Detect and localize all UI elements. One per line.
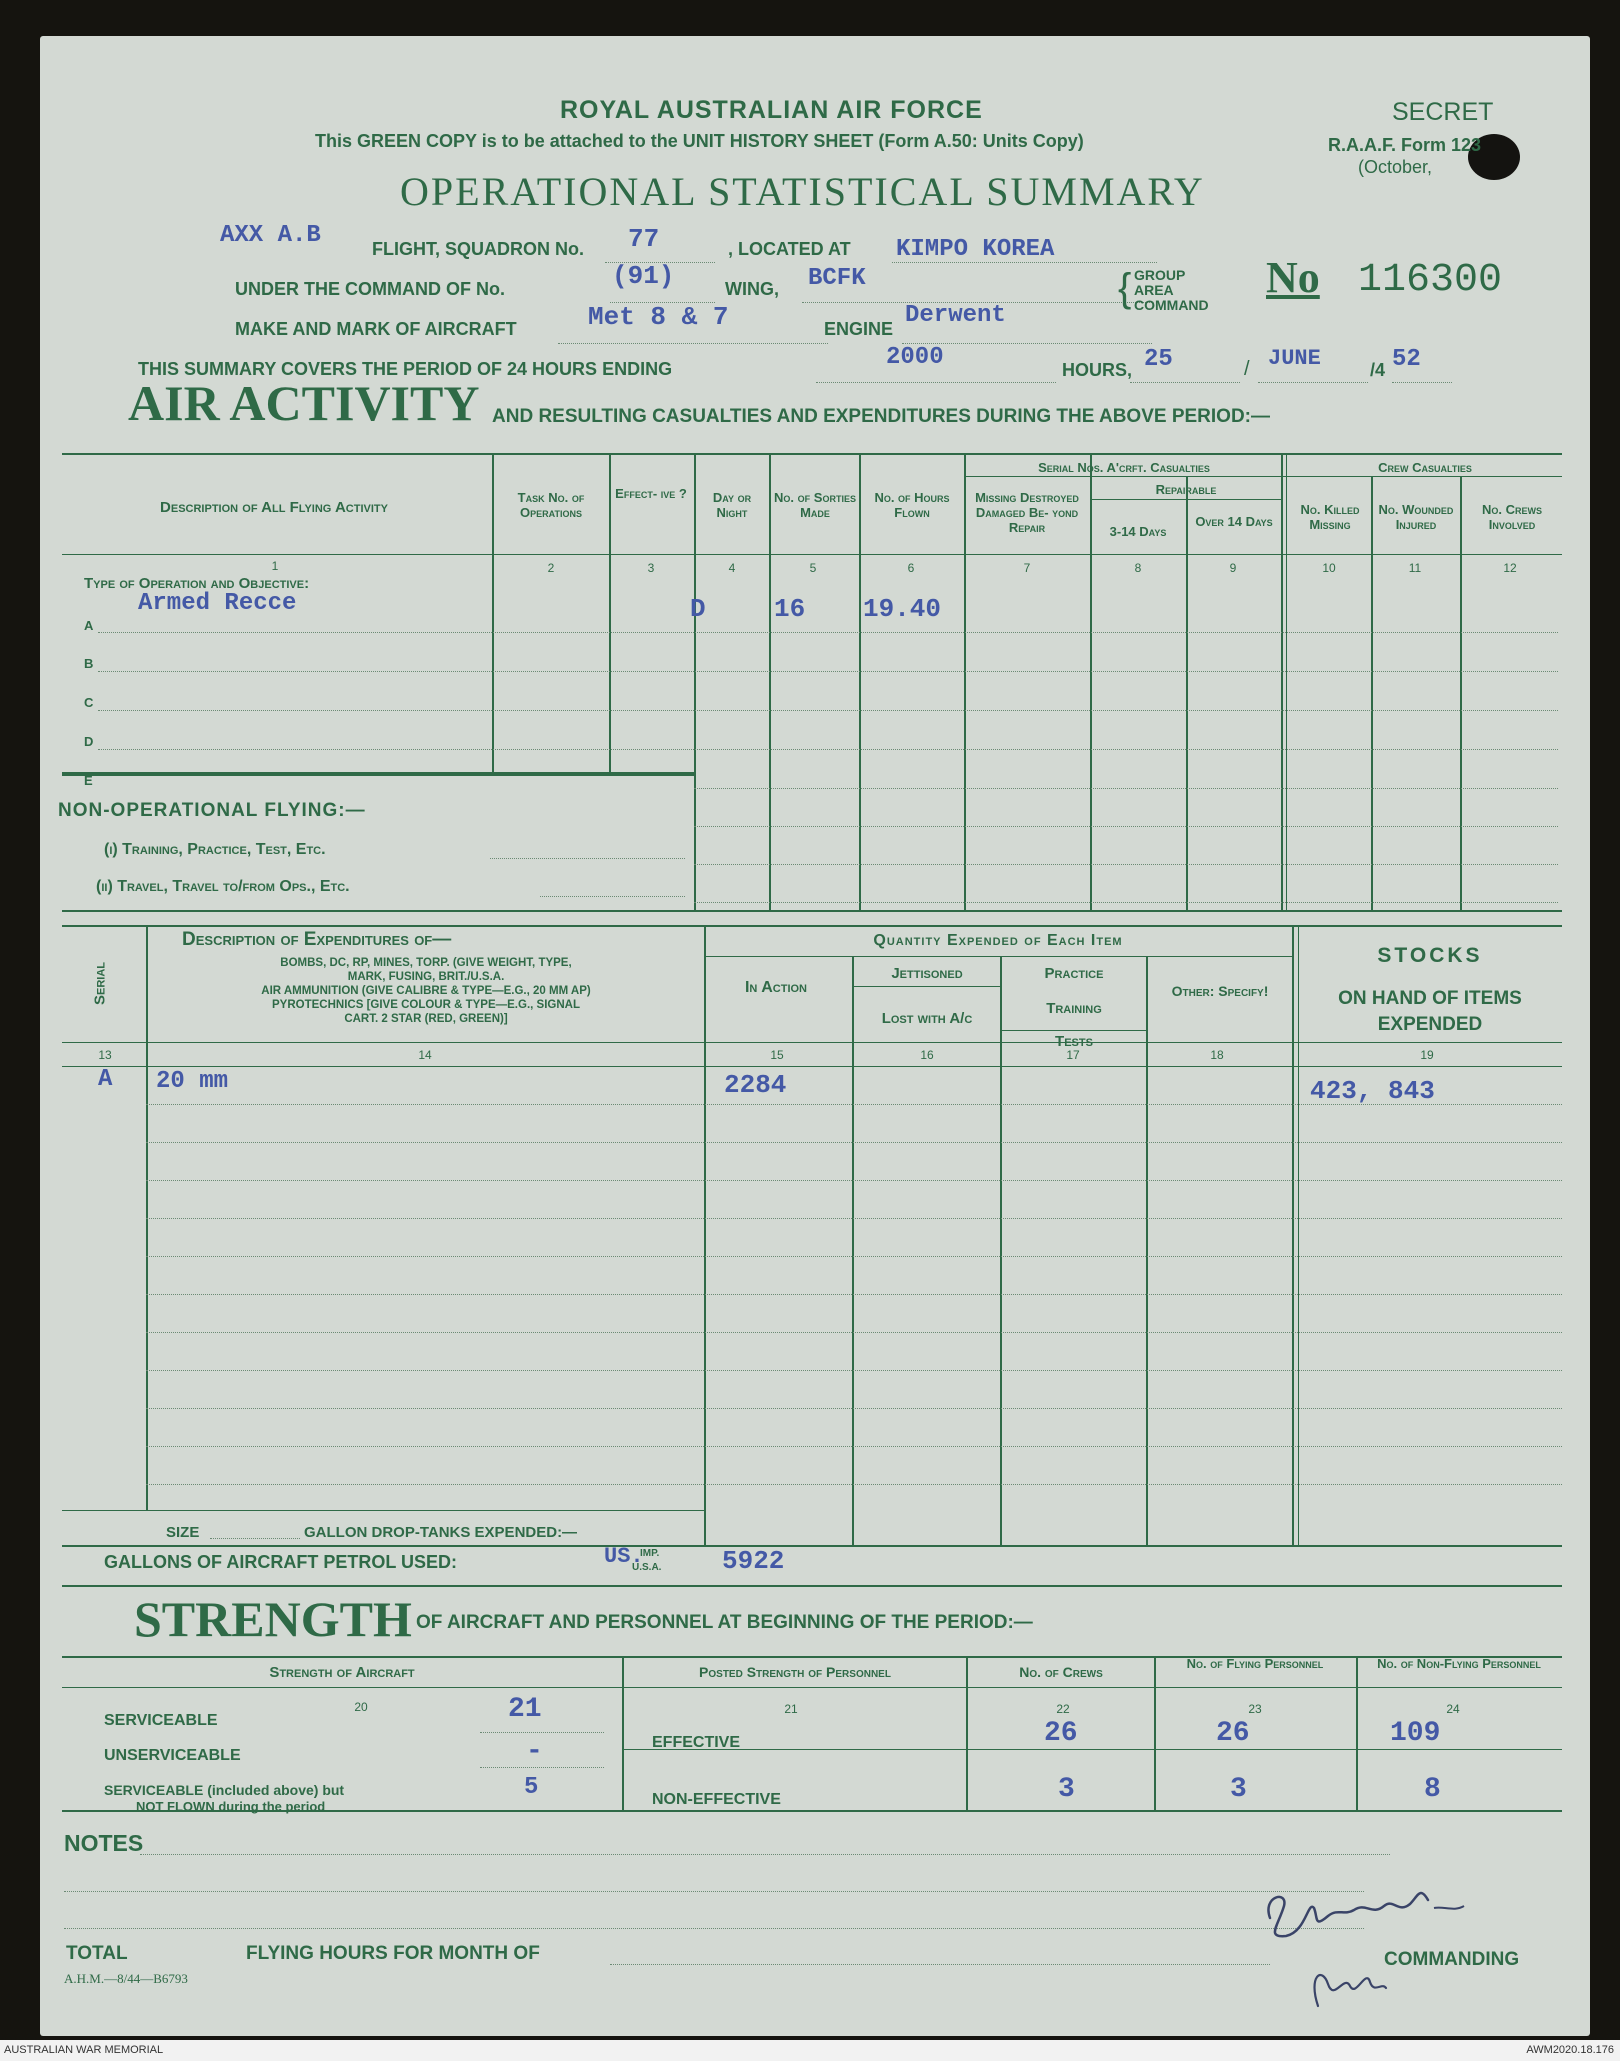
serial-prefix: No [1266,253,1320,302]
col-serial: Serial [91,962,109,1006]
period-label: THIS SUMMARY COVERS THE PERIOD OF 24 HOURS ENDING [138,359,673,379]
qty-title: Quantity Expended of Each Item [873,932,1123,949]
colnum: 9 [1229,561,1237,575]
colnum: 8 [1134,561,1142,575]
exp-serial-value: A [98,1066,113,1093]
air-activity-title: AIR ACTIVITY [128,375,480,431]
colnum: 4 [728,561,736,575]
form-ref: R.A.A.F. Form 123 [1328,135,1482,155]
col-posted: Posted Strength of Personnel [699,1664,891,1680]
row-letter-a: A [84,618,94,633]
commanding-label: COMMANDING [1384,1949,1520,1970]
command-value: (91) [612,261,675,291]
row-letter-c: C [84,695,94,710]
col-crews-str: No. of Crews [1019,1664,1103,1680]
nonop-travel: (ii) Travel, Travel to/from Ops., Etc. [96,878,350,895]
nonop-training: (i) Training, Practice, Test, Etc. [104,841,326,858]
petrol-unit-usa: U.S.A. [632,1562,662,1573]
colnum: 24 [1446,1702,1460,1716]
period-month: JUNE [1268,346,1321,371]
archive-footer [0,2040,1620,2061]
group-options: GROUP AREA COMMAND [1134,267,1209,313]
group-repairable: Repairable [1155,482,1217,497]
col-in-action: In Action [744,979,807,996]
colnum: 18 [1210,1048,1224,1062]
colnum: 22 [1056,1702,1070,1716]
group-bracket: { [1118,266,1132,310]
unserviceable-value: - [526,1736,543,1767]
command-label: UNDER THE COMMAND OF No. [235,279,505,299]
type-label: Type of Operation and Objective: [84,575,310,592]
petrol-unit-imp: IMP. [640,1548,660,1559]
row-letter-b: B [84,656,94,671]
flight-label: FLIGHT, SQUADRON No. [372,239,584,259]
notflown-label2: NOT FLOWN during the period [136,1799,326,1814]
notflown-value: 5 [524,1774,539,1801]
eff-crews: 26 [1044,1718,1078,1749]
petrol-label: GALLONS OF AIRCRAFT PETROL USED: [104,1552,457,1572]
strength-title: STRENGTH [134,1591,412,1647]
colnum: 17 [1066,1048,1080,1062]
exp-in-action-value: 2284 [724,1070,787,1100]
colnum: 20 [354,1700,368,1714]
col-over14: Over 14 Days [1195,514,1273,529]
located-label: , LOCATED AT [728,239,851,259]
desc-title: Description of Expenditures of— [182,929,452,950]
col-tests: Tests [1055,1033,1093,1050]
strength-subtitle: OF AIRCRAFT AND PERSONNEL AT BEGINNING OF THE PERIOD:— [416,1612,1033,1633]
noneff-flying: 3 [1230,1774,1247,1805]
wing-value: BCFK [808,265,866,292]
eff-flying: 26 [1216,1718,1250,1749]
aircraft-label: MAKE AND MARK OF AIRCRAFT [235,319,517,339]
colnum: 14 [418,1048,432,1062]
stocks-sub: ON HAND OF ITEMS EXPENDED [1338,988,1522,1035]
col-other: Other: Specify! [1171,983,1269,999]
date-separator: / [1244,358,1250,380]
form-date: (October, [1358,157,1433,177]
col-killed: No. Killed Missing [1300,502,1360,532]
col-nonflying: No. of Non-Flying Personnel [1377,1656,1541,1671]
monthly-label: FLYING HOURS FOR MONTH OF [246,1943,540,1964]
col-wounded: No. Wounded Injured [1378,502,1454,532]
colnum: 7 [1023,561,1031,575]
colnum: 6 [907,561,915,575]
noneffective-label: NON-EFFECTIVE [652,1791,781,1808]
droptank-label: GALLON DROP-TANKS EXPENDED:— [304,1524,578,1541]
col-sorties: No. of Sorties Made [774,490,856,520]
copy-note: This GREEN COPY is to be attached to the UNIT HISTORY SHEET (Form A.50: Units Copy) [315,131,1084,151]
aircraft-value: Met 8 & 7 [588,302,729,332]
row-letter-d: D [84,734,94,749]
col-task: Task No. of Operations [517,490,585,520]
form-sheet [40,36,1590,2036]
eff-nonflying: 109 [1390,1718,1441,1749]
archive-right: AWM2020.18.176 [1526,2044,1614,2056]
exp-stocks-value: 423, 843 [1310,1076,1435,1106]
col-practice: Practice [1044,965,1104,982]
colnum: 15 [770,1048,784,1062]
noneff-crews: 3 [1058,1774,1075,1805]
notflown-label: SERVICEABLE (included above) but [104,1782,345,1798]
col-aircraft: Strength of Aircraft [269,1664,415,1681]
droptank-size: SIZE [166,1524,200,1541]
col-hours: No. of Hours Flown [874,490,950,520]
form-code: A.H.M.—8/44—B6793 [64,1971,188,1986]
period-year: 52 [1392,346,1421,373]
group-crew: Crew Casualties [1378,460,1472,475]
total-label: TOTAL [66,1943,128,1964]
colnum: 13 [98,1048,112,1062]
group-serial: Serial Nos. A'crft. Casualties [1038,460,1210,475]
period-day: 25 [1144,346,1173,373]
desc-lines: BOMBS, DC, RP, MINES, TORP. (GIVE WEIGHT, TYPE, MARK, FUSING, BRIT./U.S.A. AIR AMMUNITION (GIVE CALIBRE & TYPE—E.G., 20 MM AP) PYROTECHNICS [GIVE COLOUR & TYPE—E.G., SIGNAL CART. 2 STAR (RED, GREEN)] [261,957,591,1025]
engine-value: Derwent [905,302,1006,329]
colnum: 23 [1248,1702,1262,1716]
period-hours: 2000 [886,344,944,371]
col-flying: No. of Flying Personnel [1186,1656,1324,1671]
archive-left: AUSTRALIAN WAR MEMORIAL [4,2044,164,2056]
col-crews: No. Crews Involved [1481,502,1542,532]
serviceable-value: 21 [508,1694,542,1725]
wing-label: WING, [725,279,779,299]
serial-number: 116300 [1358,258,1503,303]
col-missing: Missing Destroyed Damaged Be- yond Repair [975,490,1079,535]
colnum: 10 [1322,561,1336,575]
exp-item-value: 20 mm [156,1068,229,1095]
col-effective: Effect- ive ? [615,486,687,501]
colnum: 16 [920,1048,934,1062]
petrol-value: 5922 [722,1546,785,1576]
hours-value: 19.40 [863,594,942,624]
notes-label: NOTES [64,1830,144,1856]
page-title: OPERATIONAL STATISTICAL SUMMARY [400,169,1205,214]
effective-label: EFFECTIVE [652,1734,741,1751]
engine-label: ENGINE [824,319,894,339]
colnum: 5 [809,561,817,575]
colnum: 3 [647,561,655,575]
serviceable-label: SERVICEABLE [104,1712,218,1729]
year-prefix: /4 [1370,360,1386,380]
colnum: 1 [271,559,279,573]
colnum: 2 [547,561,555,575]
stocks-title: STOCKS [1377,944,1483,967]
colnum: 12 [1503,561,1517,575]
col-lost: Lost with A/c [881,1010,973,1027]
hours-label: HOURS, [1062,360,1133,380]
colnum: 19 [1420,1048,1434,1062]
row-letter-e: E [84,773,93,788]
colnum: 21 [784,1702,798,1716]
noneff-nonflying: 8 [1424,1774,1441,1805]
air-activity-subtitle: AND RESULTING CASUALTIES AND EXPENDITURES DURING THE ABOVE PERIOD:— [492,406,1270,427]
unserviceable-label: UNSERVICEABLE [104,1747,241,1764]
sorties-value: 16 [774,594,806,624]
objective-value: Armed Recce [138,590,297,617]
flight-value: AXX A.B [220,222,321,249]
signature [1258,1856,1518,2026]
squadron-value: 77 [628,224,660,254]
col-desc: Description of All Flying Activity [160,499,388,516]
col-3-14: 3-14 Days [1109,524,1167,539]
col-day: Day or Night [712,490,752,520]
colnum: 11 [1408,561,1422,575]
location-value: KIMPO KOREA [896,236,1055,263]
day-night-value: D [690,594,706,624]
nonop-label: NON-OPERATIONAL FLYING:— [58,800,366,821]
petrol-unit-typed: US. [604,1544,644,1569]
col-jettisoned: Jettisoned [891,965,963,982]
classification: SECRET [1392,98,1494,126]
col-training: Training [1046,1000,1102,1017]
org-title: ROYAL AUSTRALIAN AIR FORCE [560,96,983,124]
